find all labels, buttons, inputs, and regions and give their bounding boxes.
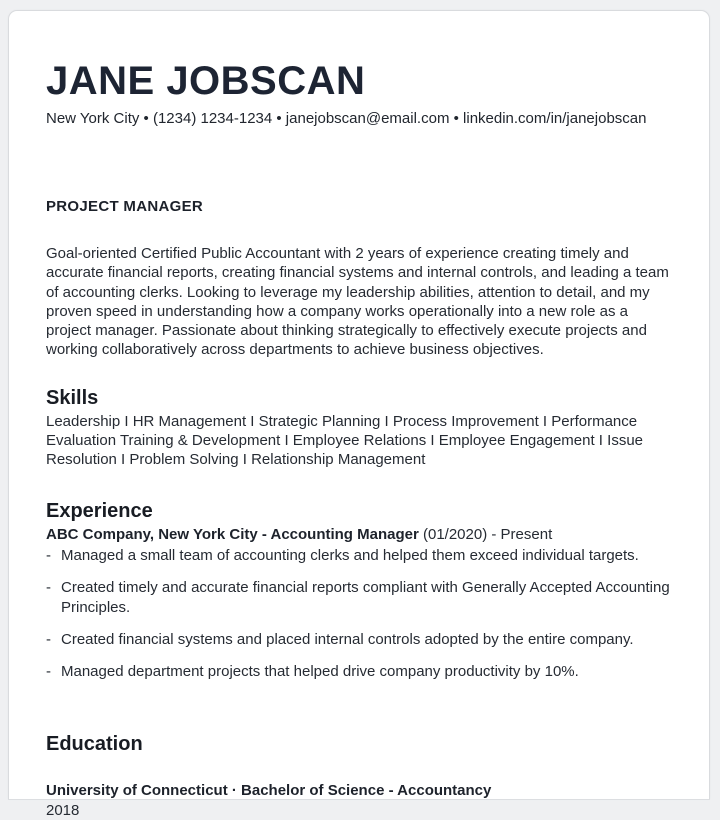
resume-name: JANE JOBSCAN (46, 59, 366, 103)
experience-bullet-list (46, 546, 673, 681)
skills-heading: Skills (46, 386, 99, 409)
card-bottom-divider (8, 799, 710, 800)
target-job-title: PROJECT MANAGER (46, 198, 204, 215)
job-company-and-title: ABC Company, New York City - Accounting Manager (46, 525, 419, 543)
skills-list: Leadership I HR Management I Strategic Planning I Process Improvement I Performance Evaluation Training & Development I Employee Relations I Employee Engagement I Issue Resolution I Problem Solving I Relationship Management (46, 412, 643, 469)
education-heading: Education (46, 733, 143, 756)
experience-bullet: - Created timely and accurate financial reports compliant with Generally Accepted Accounting Principles. (46, 578, 673, 617)
experience-bullet: - Managed a small team of accounting clerks and helped them exceed individual targets. (46, 546, 673, 565)
experience-heading: Experience (46, 499, 153, 522)
summary-paragraph: Goal-oriented Certified Public Accountant with 2 years of experience creating timely and accurate financial reports, creating financial systems and internal controls, and leading a team of accounting clerks. Looking to leverage my leadership abilities, attention to detail, and my proven speed in understanding how a company works operationally into a new role as a project manager. Passionate about thinking strategically to effectively execute projects and working collaboratively across departments to achieve business objectives. (46, 245, 669, 359)
resume-document (8, 10, 710, 820)
education-year: 2018 (46, 802, 80, 820)
education-degree-line: University of Connecticut · Bachelor of Science - Accountancy (46, 782, 492, 800)
job-header-line (46, 525, 673, 544)
contact-line: New York City • (1234) 1234-1234 • janejobscan@email.com • linkedin.com/in/janejobscan (46, 110, 647, 127)
experience-bullet: - Managed department projects that helped drive company productivity by 10%. (46, 662, 673, 681)
job-dates: (01/2020) - Present (418, 525, 553, 543)
experience-bullet: - Created financial systems and placed internal controls adopted by the entire company. (46, 630, 673, 649)
